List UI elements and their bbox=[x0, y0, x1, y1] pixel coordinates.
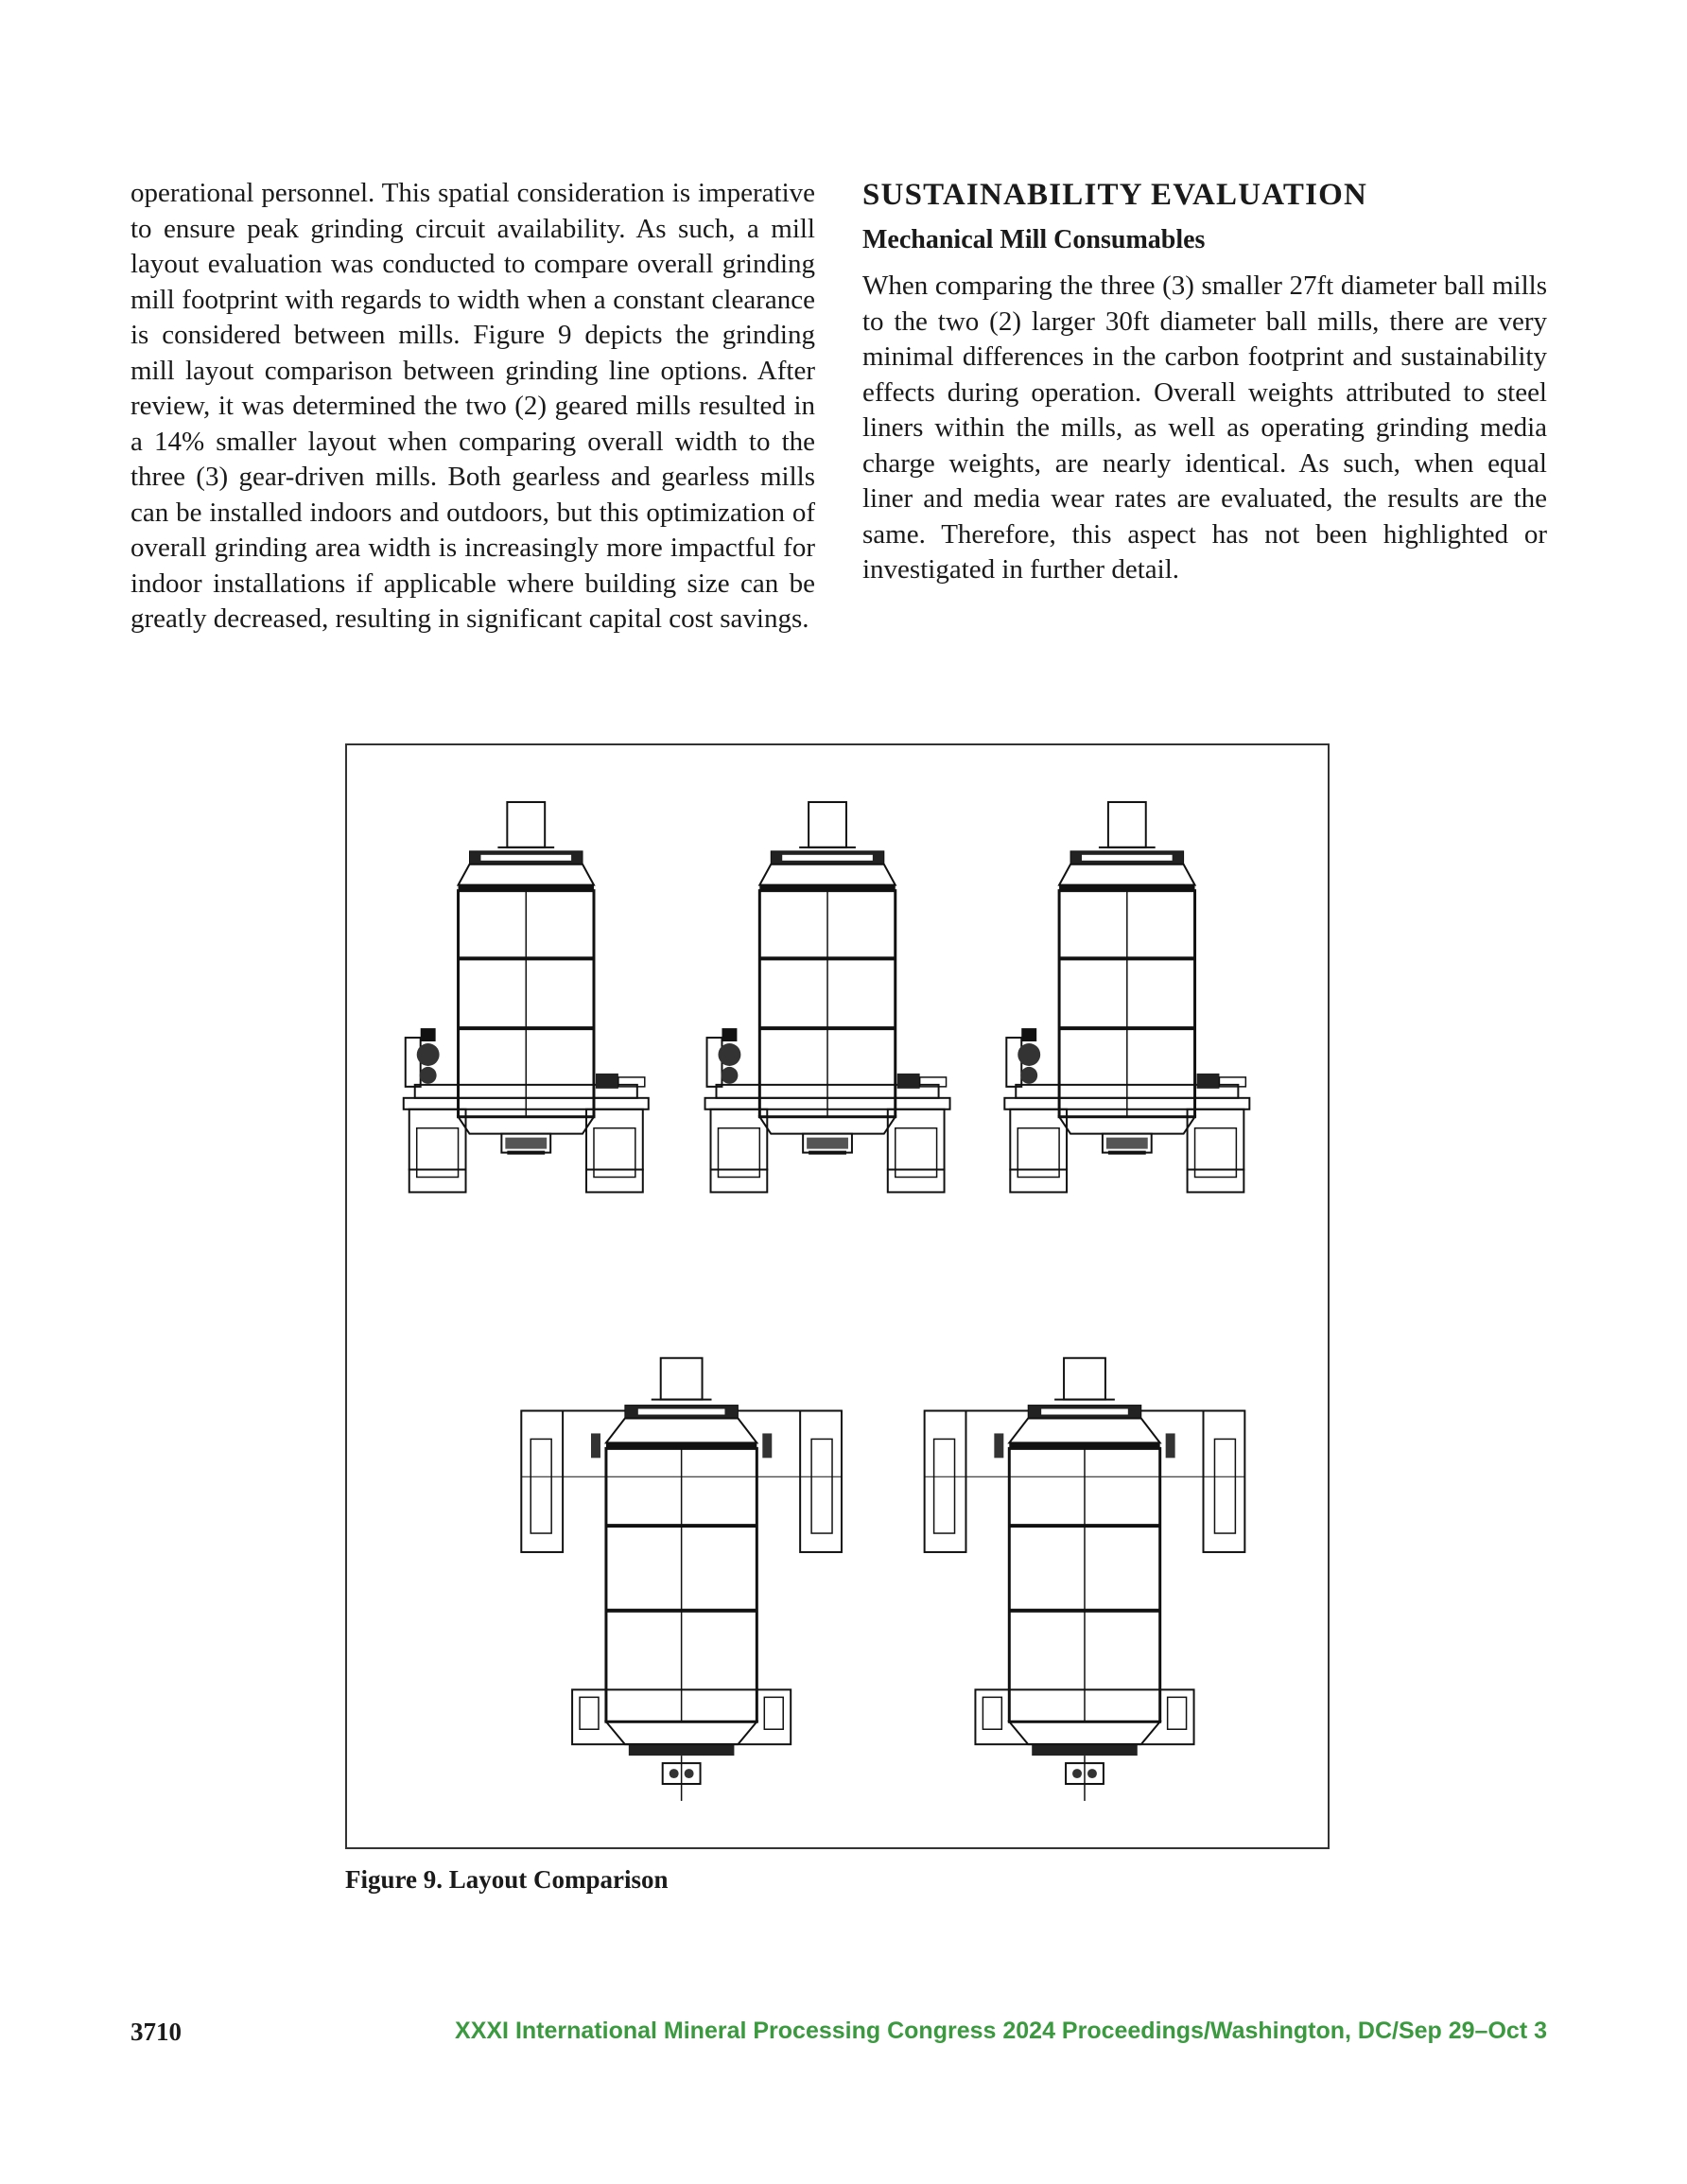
right-paragraph: When comparing the three (3) smaller 27ft diameter ball mills to the two (2) larger 30ft diameter ball mills, there are very minimal differences in the carbon footprint and sustainability effects during operation. Overall weights attributed to steel liners within the mills, as well as operating grinding media charge weights, are nearly identical. As such, when equal liner and media wear rates are evaluated, the results are the same. Therefore, this aspect has not been highlighted or investigated in further detail. bbox=[862, 271, 1547, 585]
small-mill-2 bbox=[705, 802, 950, 1192]
section-heading: SUSTAINABILITY EVALUATION bbox=[862, 178, 1368, 212]
footer-title: XXXI International Mineral Processing Congress 2024 Proceedings/Washington, DC/Sep 29–Oct 3 bbox=[455, 2018, 1547, 2044]
large-mill-1 bbox=[521, 1358, 842, 1801]
figure-layout-comparison bbox=[345, 743, 1330, 1849]
large-mill-2 bbox=[925, 1358, 1245, 1801]
small-mill-1 bbox=[404, 802, 649, 1192]
figure-caption: Figure 9. Layout Comparison bbox=[345, 1865, 669, 1894]
right-column bbox=[862, 176, 1547, 588]
mill-layout-drawing bbox=[347, 745, 1328, 1847]
left-column bbox=[130, 176, 815, 638]
page-number: 3710 bbox=[130, 2018, 182, 2046]
small-mill-3 bbox=[1004, 802, 1249, 1192]
sub-heading: Mechanical Mill Consumables bbox=[862, 225, 1206, 254]
left-paragraph: operational personnel. This spatial consideration is imperative to ensure peak grinding circuit availability. As such, a mill layout evaluation was conducted to compare overall grinding mill footprint with regards to width when a constant clearance is considered between mills. Figure 9 depicts the grinding mill layout comparison between grinding line options. After review, it was determined the two (2) geared mills resulted in a 14% smaller layout when comparing overall width to the three (3) gear-driven mills. Both gearless and gearless mills can be installed indoors and outdoors, but this optimization of overall grinding area width is increasingly more impactful for indoor installations if applicable where building size can be greatly decreased, resulting in significant capital cost savings. bbox=[130, 178, 815, 634]
